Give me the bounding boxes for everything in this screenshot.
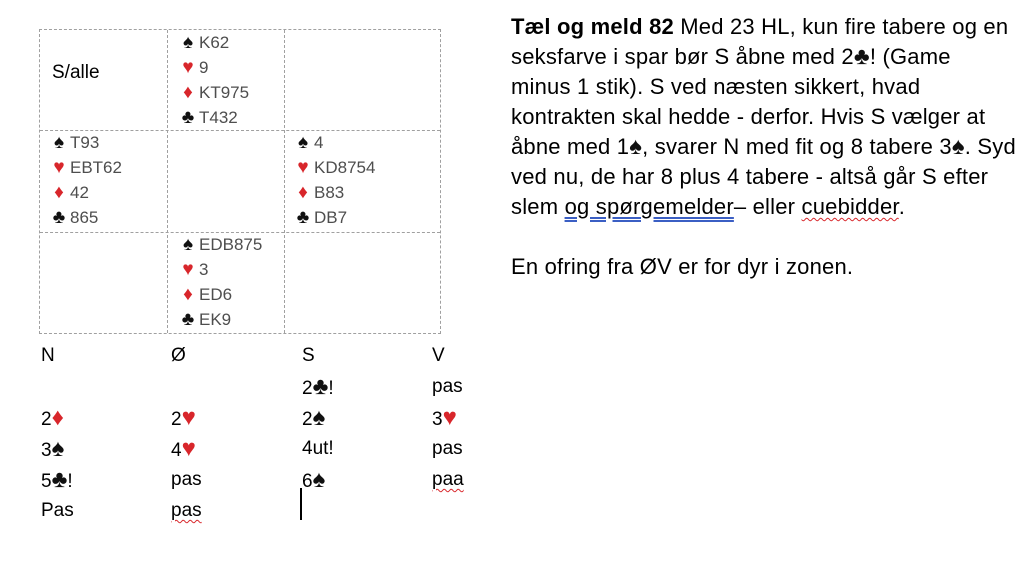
club-icon: ♣ <box>51 466 68 493</box>
auction-header-row <box>41 340 481 371</box>
diamond-icon: ♦ <box>183 284 193 305</box>
heart-icon: ♥ <box>182 259 194 280</box>
spade-icon: ♠ <box>629 133 643 160</box>
north-hand <box>167 30 284 130</box>
paragraph[interactable]: En ofring fra ØV er for dyr i zonen. <box>511 254 854 279</box>
spade-icon: ♠ <box>951 133 965 160</box>
club-icon: ♣ <box>181 107 195 128</box>
bid: 6♠ <box>302 466 326 493</box>
auction-table <box>41 340 481 526</box>
auction-row <box>41 495 481 526</box>
auction-row <box>41 402 481 433</box>
spade-icon: ♠ <box>182 234 194 255</box>
bid: pas <box>432 376 463 397</box>
spade-icon: ♠ <box>182 32 194 53</box>
diamond-icon: ♦ <box>54 182 64 203</box>
bid: Pas <box>41 500 74 521</box>
bid: 2♠ <box>302 404 326 431</box>
auction-row <box>41 433 481 464</box>
heart-icon: ♥ <box>182 57 194 78</box>
east-spades: 4 <box>314 133 324 152</box>
article-text[interactable] <box>511 12 1016 282</box>
heart-icon: ♥ <box>181 435 196 462</box>
west-hearts: EBT62 <box>70 158 122 177</box>
bid: 3♥ <box>432 404 457 431</box>
heart-icon: ♥ <box>442 404 457 431</box>
club-icon: ♣ <box>312 373 329 400</box>
south-spades: EDB875 <box>199 235 263 254</box>
auction-row <box>41 464 481 495</box>
header-north: N <box>41 345 55 366</box>
club-icon: ♣ <box>52 207 66 228</box>
text-cursor <box>300 488 302 520</box>
grammar-flagged-text[interactable]: og spørgemelder <box>564 194 734 219</box>
diamond-icon: ♦ <box>183 82 193 103</box>
spade-icon: ♠ <box>312 404 326 431</box>
paragraph[interactable]: Tæl og meld 82 Med 23 HL, kun fire tabere og en seksfarve i spar bør S åbne med 2♣! (Game minus 1 stik). S ved næsten sikkert, hvad kontrakten skal hedde - derfor. Hvis S vælger at åbne med 1♠, svarer N med fit og 8 tabere 3♠. Syd ved nu, de har 8 plus 4 tabere - altså går S efter slem og spørgemelder– eller cuebidder. <box>511 14 1016 219</box>
east-hearts: KD8754 <box>314 158 376 177</box>
west-hand <box>40 130 167 232</box>
article-title: Tæl og meld 82 <box>511 14 674 39</box>
club-icon: ♣ <box>181 309 195 330</box>
bid: 4♥ <box>171 435 196 462</box>
bid: 4ut! <box>302 438 334 459</box>
bid: pas <box>432 438 463 459</box>
heart-icon: ♥ <box>53 157 65 178</box>
bid: 3♠ <box>41 435 65 462</box>
bid-misspelled[interactable]: pas <box>171 500 202 521</box>
bid: 2♥ <box>171 404 196 431</box>
east-clubs: DB7 <box>314 208 348 227</box>
heart-icon: ♥ <box>181 404 196 431</box>
club-icon: ♣ <box>853 43 870 70</box>
west-clubs: 865 <box>70 208 99 227</box>
bid: 2♦ <box>41 404 64 431</box>
diamond-icon: ♦ <box>51 404 64 431</box>
heart-icon: ♥ <box>297 157 309 178</box>
club-icon: ♣ <box>296 207 310 228</box>
dealer-cell <box>40 30 167 130</box>
spade-icon: ♠ <box>53 132 65 153</box>
bid: pas <box>171 469 202 490</box>
bid: 2♣! <box>302 373 334 400</box>
east-diamonds: B83 <box>314 183 345 202</box>
spade-icon: ♠ <box>312 466 326 493</box>
spade-icon: ♠ <box>297 132 309 153</box>
deal-diagram <box>39 29 441 334</box>
bid-misspelled[interactable]: paa <box>432 469 464 490</box>
west-spades: T93 <box>70 133 100 152</box>
north-spades: K62 <box>199 33 230 52</box>
south-diamonds: ED6 <box>199 285 233 304</box>
south-hearts: 3 <box>199 260 209 279</box>
west-diamonds: 42 <box>70 183 89 202</box>
dealer-vulnerability: S/alle <box>52 62 100 83</box>
diamond-icon: ♦ <box>298 182 308 203</box>
north-hearts: 9 <box>199 58 209 77</box>
bid: 5♣! <box>41 466 73 493</box>
spelling-flagged-word[interactable]: cuebidder <box>801 194 899 219</box>
south-hand <box>167 232 284 333</box>
header-south: S <box>302 345 315 366</box>
spade-icon: ♠ <box>51 435 65 462</box>
north-clubs: T432 <box>199 108 238 127</box>
east-hand <box>284 130 440 232</box>
auction-row <box>41 371 481 402</box>
header-west: V <box>432 345 445 366</box>
north-diamonds: KT975 <box>199 83 250 102</box>
header-east: Ø <box>171 345 186 366</box>
south-clubs: EK9 <box>199 310 232 329</box>
